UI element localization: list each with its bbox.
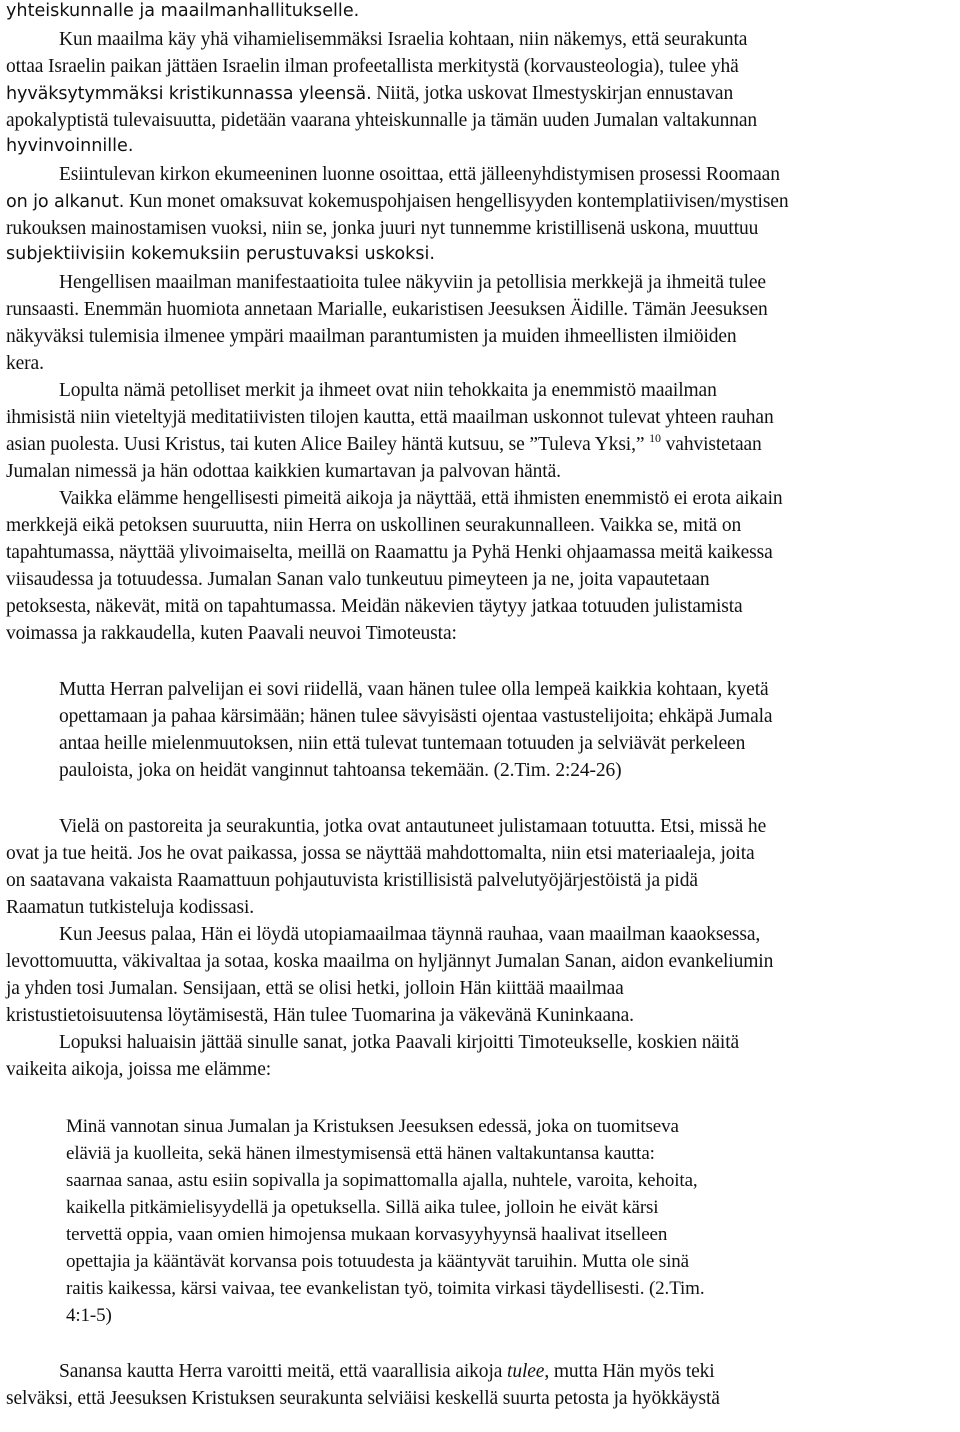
text-line: kaikella pitkämielisyydellä ja opetuksella. Sillä aika tulee, jolloin he eivät kärsi bbox=[66, 1197, 659, 1218]
text-line: Jumalan nimessä ja hän odottaa kaikkien kumartavan ja palvovan häntä. bbox=[6, 461, 561, 482]
text-line: petoksesta, näkevät, mitä on tapahtumassa. Meidän näkevien täytyy jatkaa totuuden julistamista bbox=[6, 596, 743, 617]
text-line: raitis kaikessa, kärsi vaivaa, tee evankelistan työ, toimita virkasi täydellisesti. (2.Tim. bbox=[66, 1278, 705, 1299]
text-line: antaa heille mielenmuutoksen, niin että tulevat tuntemaan totuuden ja selviävät perkeleen bbox=[59, 733, 746, 754]
text-line: runsaasti. Enemmän huomiota annetaan Marialle, eukaristisen Jeesuksen Äidille. Tämän Jeesuksen bbox=[6, 299, 768, 320]
text-line: tapahtumassa, näyttää ylivoimaiselta, meillä on Raamattu ja Pyhä Henki ohjaamassa meitä kaikessa bbox=[6, 542, 773, 563]
text-line: kera. bbox=[6, 353, 44, 374]
text-line: Vaikka elämme hengellisesti pimeitä aikoja ja näyttää, että ihmisten enemmistö ei erota aikain bbox=[59, 488, 783, 509]
text-line: ovat ja tue heitä. Jos he ovat paikassa, jossa se näyttää mahdottomalta, niin etsi materiaaleja, joita bbox=[6, 843, 755, 864]
text-line: Vielä on pastoreita ja seurakuntia, jotka ovat antautuneet julistamaan totuutta. Etsi, missä he bbox=[59, 816, 767, 837]
text-line: Lopuksi haluaisin jättää sinulle sanat, jotka Paavali kirjoitti Timoteukselle, koskien näitä bbox=[59, 1032, 740, 1053]
text-span: on jo alkanut. bbox=[6, 192, 125, 212]
text-line: ottaa Israelin paikan jättäen Israelin ilman profeetallista merkitystä (korvausteologia), tulee yhä bbox=[6, 56, 739, 77]
text-span: asian puolesta. Uusi Kristus, tai kuten Alice Bailey häntä kutsuu, se ”Tuleva Yksi,” bbox=[6, 434, 650, 455]
text-line: vaikeita aikoja, joissa me elämme: bbox=[6, 1059, 272, 1080]
text-span: Kun monet omaksuvat kokemuspohjaisen hengellisyyden kontemplatiivisen/mystisen bbox=[124, 191, 789, 212]
emphasis-text: tulee bbox=[507, 1361, 545, 1382]
text-line: opettajia ja kääntävät korvansa pois totuudesta ja kääntyvät taruihin. Mutta ole sinä bbox=[66, 1251, 689, 1272]
text-line: on saatavana vakaista Raamattuun pohjautuvista kristillisistä palvelutyöjärjestöistä ja pidä bbox=[6, 870, 698, 891]
text-line: Minä vannotan sinua Jumalan ja Kristuksen Jeesuksen edessä, joka on tuomitseva bbox=[66, 1116, 679, 1137]
text-line: ihmisistä niin vieteltyjä meditatiivisten tilojen kautta, että maailman uskonnot tulevat yhteen rauhan bbox=[6, 407, 774, 428]
text-line: levottomuutta, väkivaltaa ja sotaa, koska maailma on hyljännyt Jumalan Sanan, aidon evankeliumin bbox=[6, 951, 774, 972]
text-line: voimassa ja rakkaudella, kuten Paavali neuvoi Timoteusta: bbox=[6, 623, 457, 644]
text-line: subjektiivisiin kokemuksiin perustuvaksi uskoksi. bbox=[6, 244, 436, 264]
text-line: apokalyptistä tulevaisuutta, pidetään vaarana yhteiskunnalle ja tämän uuden Jumalan valtakunnan bbox=[6, 110, 758, 131]
text-span: Sanansa kautta Herra varoitti meitä, että vaarallisia aikoja bbox=[59, 1361, 508, 1382]
text-line: opettamaan ja pahaa kärsimään; hänen tulee sävyisästi ojentaa vastustelijoita; ehkäpä Jumala bbox=[59, 706, 773, 727]
text-line: rukouksen mainostamisen vuoksi, niin se, jonka juuri nyt tunnemme kristillisenä uskona, muuttuu bbox=[6, 218, 759, 239]
text-line bbox=[6, 192, 950, 218]
text-span: Niitä, jotka uskovat Ilmestyskirjan ennustavan bbox=[371, 83, 734, 104]
text-span: hyväksytymmäksi kristikunnassa yleensä. bbox=[6, 84, 372, 104]
text-span: , mutta Hän myös teki bbox=[544, 1361, 715, 1382]
text-line: selväksi, että Jeesuksen Kristuksen seurakunta selviäisi keskellä suurta petosta ja hyökkäystä bbox=[6, 1388, 720, 1409]
text-line bbox=[59, 1362, 950, 1388]
text-line: eläviä ja kuolleita, sekä hänen ilmestymisensä että hänen valtakuntansa kautta: bbox=[66, 1143, 655, 1164]
text-line: ja yhden tosi Jumalan. Sensijaan, että se olisi hetki, jolloin Hän kiittää maailmaa bbox=[6, 978, 624, 999]
text-line bbox=[6, 430, 950, 461]
text-line: Mutta Herran palvelijan ei sovi riidellä, vaan hänen tulee olla lempeä kaikkia kohtaan, kyetä bbox=[59, 679, 769, 700]
text-line: kristustietoisuutensa löytämisestä, Hän tulee Tuomarina ja väkevänä Kuninkaana. bbox=[6, 1005, 634, 1026]
text-span: vahvistetaan bbox=[660, 434, 762, 455]
text-line: yhteiskunnalle ja maailmanhallitukselle. bbox=[6, 1, 360, 21]
text-line: viisaudessa ja totuudessa. Jumalan Sanan valo tunkeutuu pimeyteen ja ne, joita vapautetaan bbox=[6, 569, 710, 590]
text-line: Kun maailma käy yhä vihamielisemmäksi Israelia kohtaan, niin näkemys, että seurakunta bbox=[59, 29, 748, 50]
text-line: Hengellisen maailman manifestaatioita tulee näkyviin ja petollisia merkkejä ja ihmeitä tulee bbox=[59, 272, 766, 293]
text-line: hyvinvoinnille. bbox=[6, 136, 134, 156]
text-line: Kun Jeesus palaa, Hän ei löydä utopiamaailmaa täynnä rauhaa, vaan maailman kaaoksessa, bbox=[59, 924, 761, 945]
text-line: saarnaa sanaa, astu esiin sopivalla ja sopimattomalla ajalla, nuhtele, varoita, kehoita, bbox=[66, 1170, 698, 1191]
text-line: Lopulta nämä petolliset merkit ja ihmeet ovat niin tehokkaita ja enemmistö maailman bbox=[59, 380, 717, 401]
text-line: Raamatun tutkisteluja kodissasi. bbox=[6, 897, 255, 918]
text-line bbox=[6, 84, 950, 110]
text-line: 4:1-5) bbox=[66, 1305, 112, 1326]
footnote-reference: 10 bbox=[649, 430, 661, 445]
text-line: tervettä oppia, vaan omien himojensa mukaan korvasyyhyynsä haalivat itselleen bbox=[66, 1224, 668, 1245]
text-line: merkkejä eikä petoksen suuruutta, niin Herra on uskollinen seurakunnalleen. Vaikka se, mitä on bbox=[6, 515, 742, 536]
text-line: näkyväksi tulemisia ilmenee ympäri maailman parantumisten ja muiden ihmeellisten ilmiöiden bbox=[6, 326, 737, 347]
text-line: Esiintulevan kirkon ekumeeninen luonne osoittaa, että jälleenyhdistymisen prosessi Roomaan bbox=[59, 164, 780, 185]
text-line: pauloista, joka on heidät vanginnut tahtoansa tekemään. (2.Tim. 2:24-26) bbox=[59, 760, 622, 781]
